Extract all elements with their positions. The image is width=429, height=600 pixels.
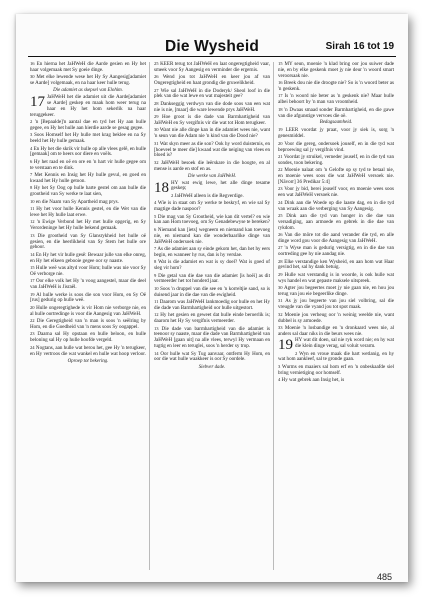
- verse-text: Voordat jy struikel, verneder jouself, en in die tyd van sondes, toon bekering.: [278, 153, 394, 166]
- verse: [154, 312, 270, 325]
- verse: [278, 107, 394, 120]
- verse: [154, 74, 270, 87]
- verse-text: Wend jou tot JaHWeH en keer jou af van Ongeregtigheid en haat grondig die gruwelikheid.: [154, 74, 270, 87]
- verse-text: Dink aan die Woede op die laaste dag, en in die tyd van wraak aan die verberging van Sy Aangesig.: [278, 199, 394, 212]
- verse: [278, 80, 394, 93]
- verse-number: 9: [154, 272, 157, 278]
- verse-text: Soos Homself het Hy hulle met krag beklee en na Sy beeld het Hy hulle gemaak.: [30, 132, 146, 145]
- verse-text: Hulle weë was altyd voor Hom; hulle was nie voor Sy Oë verborge nie.: [30, 265, 146, 277]
- text-column-1: [30, 61, 146, 573]
- verse-number: 29: [154, 114, 159, 120]
- verse-text: 'n [Bepaalde]'n aantal dae en tyd het Hy aan hulle gegee, en Hy het hulle aan hierdie aarde se gesag gegee.: [30, 118, 146, 131]
- verse: [278, 200, 394, 213]
- column-endnote: Siebver dade.: [198, 365, 226, 371]
- verse-text: En hierna het JaHWeH die Aarde gesien en Hy het haar volgemaak met Sy goeie dinge.: [30, 61, 146, 73]
- chapter-number: 17: [30, 94, 45, 110]
- verse: [154, 259, 270, 272]
- verse-text: Wurms en maaiers sal hom erf en 'n onbeskaafde siel bring vernietiging oor homself.: [278, 363, 394, 376]
- verse-text: KEER terug tot JaHWeH en laat ongeregtigheid vaar, smeek voor Sy Aangesig en verminder die ergernis.: [154, 61, 270, 73]
- verse-text: Daarna sal Hy opstaan en hulle beloon, en hulle beloning sal Hy op hulle hoofde vergeld.: [30, 331, 146, 344]
- verse-text: JaHWeH het die adamiet uit die Aarde[adamiet se Aarde] geskep en maak hom weer terug na haar en Hy het hom sekerlik na haar teruggekeer.: [30, 94, 146, 118]
- verse: [154, 114, 270, 127]
- verse-number: 5: [154, 213, 157, 219]
- verse-text: Hy het raad en oë en ore en 'n hart vir hulle gegee om te verstaan en te dink.: [30, 158, 146, 171]
- verse-text: Is 'n woord nie beter as 'n geskenk nie? Maar hulle albei behoort by 'n man van vroomheid.: [278, 93, 394, 106]
- verse: [278, 141, 394, 154]
- verse: [278, 285, 394, 298]
- verse: [30, 265, 146, 278]
- verse: [154, 61, 270, 74]
- verse-number: 16: [278, 80, 283, 86]
- verse-number: 30: [30, 74, 35, 80]
- book-page: [16, 14, 408, 582]
- verse-number: 30: [278, 285, 283, 291]
- verse-text: En Hy het die skrik vir hulle op alle vlees gelê, en hulle [gemaak] om te heers oor diere en voëls.: [30, 145, 146, 158]
- verse-text: En Hy het vir hulle gesê: Bewaar julle van elke onreg, en Hy het elkeen gebooie gegee oor sy naaste.: [30, 251, 146, 264]
- chapter-number: 19: [278, 337, 293, 354]
- verse-number: 15: [30, 265, 35, 271]
- verse: [278, 377, 394, 384]
- verse-text: Van die môre tot die aand verander die tyd, en alle dinge word gou voor die Aangesig van JaHWeH.: [278, 232, 394, 244]
- verse-number: 17: [30, 278, 35, 284]
- verse: [30, 199, 146, 206]
- verse: [278, 272, 394, 285]
- verse-text: Moenie nalaat om 'n Gelofte op sy tyd te betaal nie, en moenie wees soos die wat JaHWeH versoek nie. [Nävorr] 36 Predikar 5:4]: [278, 167, 394, 185]
- verse: [30, 206, 146, 219]
- section-heading: Die werke van JaHWeH.: [187, 173, 237, 179]
- verse-text: Hulle wat verstandig is in woorde, is ook hulle wat wys handel en wat gepaste maksele uitspreek.: [278, 271, 394, 284]
- verse: [278, 351, 394, 364]
- verse: [30, 305, 146, 318]
- verse: [30, 278, 146, 291]
- verse-text: Elke verstandige ken Wysheid, en aan hom wat Haar gevind het, sal hy dank betuig.: [278, 258, 394, 271]
- verse-text: Hy wat gebrek aan Insig het, is: [280, 377, 345, 384]
- verse-text: Breek dou nie die droogte nie? So is 'n woord beter as 'n geskenk.: [278, 80, 394, 92]
- verse: [30, 61, 146, 74]
- verse-number: 6: [154, 226, 157, 232]
- verse: [30, 233, 146, 252]
- verse-number: 25: [154, 61, 159, 66]
- verse-text: Niemand kan [iets] wegneem en niemand kan toevoeg nie, en niemand kan die wonderbaarlike dinge van JaHWeH ondersoek nie.: [154, 226, 270, 245]
- verse: [30, 185, 146, 198]
- verse-number: 8: [154, 259, 157, 265]
- verse-text: Die dade van barmhartigheid van die adamiet is teenoor sy naaste, maar die dade van Barmhartigheid van JaHWeH [gaan uit] na alle vlees, terwyl Hy vermaan en tugtig en leer en teruglei, soos 'n herder sy trop.: [154, 325, 270, 350]
- chapter-start: [278, 337, 394, 354]
- verse: [30, 146, 146, 159]
- verse: [278, 364, 394, 377]
- verse-text: Hy het voor hulle Kennis gestel, en die Wet van die lewe het Hy hulle laat erwe.: [30, 206, 146, 218]
- verse-number: 21: [278, 153, 283, 159]
- verse-text: Die getal van die dae van die adamiet [is hoëi] as dit vermeerder het tot honderd jaar.: [154, 272, 270, 285]
- verse-number: 30: [154, 127, 159, 133]
- verse-number: 16: [30, 61, 35, 66]
- verse-text: As jy jou begeerte van jou siel volbring, sal die vreugde van die vyand jou tot spot maak.: [278, 298, 394, 311]
- verse-text: HY wat ewig lewe, het alle dinge tesame geskep;: [171, 179, 270, 192]
- verse-number: 11: [154, 299, 159, 305]
- verse: [30, 345, 146, 358]
- verse-number: 24: [278, 199, 283, 205]
- verse: [154, 101, 270, 114]
- verse: [278, 298, 394, 311]
- verse-text: 'n Dwaas smaad sonder Barmhartigheid, en die gawe van die afgunstige vervoes die oë.: [278, 106, 394, 119]
- verse-text: Wie is in staat om Sy werke te beskryf, en wie sal Sy magtige dade naspoor?: [154, 200, 270, 213]
- verse: [278, 127, 394, 140]
- page-number: 485: [376, 572, 392, 582]
- verse: [30, 172, 146, 185]
- verse-number: 26: [154, 74, 159, 80]
- verse-text: Met elke lewende wese het Hy Sy Aangesig[adamiet se Aarde] volgemaak, en na haar keer hulle terug.: [30, 74, 146, 87]
- verse-text: Dankseggig verdwyn van die dode soos van een wat nie is nie, [maar] die ware lewende prys JaHWeH.: [154, 100, 270, 113]
- verse: [278, 232, 394, 245]
- verse: [278, 325, 394, 338]
- verse-text: MY seun, moenie 'n klad bring oor jou suiwer dade nie, en by elke geskenk moet jy nie deur 'n woord smart veroorsaak nie.: [278, 61, 394, 79]
- verse: [278, 154, 394, 167]
- verse-text: Agter jou begeertes moet jy nie gaan nie, en hou jou terug van jou eie begeerlike dinge.: [278, 285, 394, 298]
- verse-number: 28: [154, 100, 159, 106]
- verse-text: JaHWeH besoek die leërskare in die hoogte, en al mense is aarde en stof en as.: [154, 159, 270, 172]
- verse-number: 12: [30, 219, 35, 225]
- verse-text: Dink aan die tyd van honger in die dae van versadiging, aan armoede en gebrek in die dae van rykdom.: [278, 212, 394, 231]
- verse-number: 22: [278, 167, 283, 173]
- verse-text: Nogtans, aan hulle wat berou het, gee Hy 'n terugkeer, en Hy vertroos die wat wankel en hulle wat hoop verloor.: [30, 344, 146, 357]
- verse-number: 25: [278, 212, 283, 218]
- verse-number: 26: [278, 232, 283, 238]
- verse-text: LEER voordat jy praat, voor jy siek is, sorg 'n genesmiddel.: [278, 127, 394, 140]
- verse-number: 13: [154, 325, 159, 331]
- verse-number: 27: [154, 87, 159, 93]
- verse-number: 7: [154, 245, 157, 251]
- verse-number: 17: [278, 93, 283, 99]
- column-endnote: Oproep tot bekering.: [67, 359, 109, 365]
- verse-number: 11: [30, 206, 35, 212]
- verse-text: Voor die gereg, ondersoek jouself, en in die tyd wat beproewing sal jy vergifnis vind.: [278, 140, 394, 153]
- verse: [30, 331, 146, 344]
- verse-number: 12: [154, 312, 159, 318]
- verse: [154, 299, 270, 312]
- verse-number: 29: [278, 271, 283, 277]
- verse: [154, 127, 270, 140]
- text-column-2: [154, 61, 270, 573]
- verse-number: 2: [30, 118, 33, 124]
- verse: [154, 227, 270, 246]
- verse: [30, 318, 146, 331]
- verse: [278, 186, 394, 199]
- verse: [278, 213, 394, 232]
- chapter-reference: Sirah 16 tot 19: [325, 41, 394, 52]
- verse-text: Wyn en vroue maak die hart wetlanig, en hy wat hom aankleef, sal te gronde gaan.: [278, 350, 394, 363]
- verse: [154, 246, 270, 259]
- verse-text: Wat is die adamiet en wat is sy doel? Wat is goed of sleg vir hom?: [154, 259, 270, 272]
- verse-number: 19: [30, 291, 35, 297]
- verse: [154, 141, 270, 160]
- verse-number: 23: [30, 331, 35, 337]
- verse: [30, 132, 146, 145]
- verse-text: Die Geregtigheid van 'n man is soos 'n seëlring by Hom, en die Goedheid van 'n mens soos Sy oogappel.: [30, 318, 146, 331]
- verse-number: 28: [278, 258, 283, 264]
- verse-text: Wat skyn meer as die son? Ook hy word duisternis, en [hoeveel te meer die] kwaad wat die neiging van vlees en bloed is?: [154, 140, 270, 159]
- verse-number: 4: [278, 377, 281, 383]
- section-heading: Die adamiet as skepsel van Elohim.: [53, 87, 123, 93]
- text-column-3: [278, 61, 394, 573]
- verse-number: 15: [278, 61, 283, 66]
- section-heading: Bedagsaamheid.: [319, 120, 353, 126]
- verse-text: Al hulle werke is soos die son voor Hom, en Sy Oë [rus] gedurig op hulle weë.: [30, 291, 146, 304]
- verse-number: 32: [154, 159, 159, 165]
- verse-number: 14: [30, 251, 35, 257]
- verse: [154, 326, 270, 350]
- verse-number: 2: [171, 192, 174, 198]
- verse-text: Met Kennis en Insig het Hy hulle gevul, en goed en kwaad het Hy hulle getoon.: [30, 172, 146, 184]
- verse: [154, 200, 270, 213]
- verse-number: 10: [154, 285, 159, 291]
- verse-number: 22: [30, 318, 35, 324]
- verse-text: HY wat dit doen, sal nie ryk word nie; en hy wat die klein dinge verag, sal voluit verarm.: [295, 337, 394, 350]
- verse: [30, 292, 146, 305]
- verse-number: 13: [30, 232, 35, 238]
- verse: [30, 252, 146, 265]
- verse-text: JaHWeH alleen is die Regverdige.: [173, 192, 244, 199]
- verse-number: 33: [278, 325, 283, 331]
- verse: [30, 119, 146, 132]
- verse-number: 3: [30, 132, 33, 138]
- verse-number: 24: [30, 344, 35, 350]
- verse-text: Voor jy bid, berei jouself voor, en moenie wees soos een wat JaHWeH versoek nie.: [278, 186, 394, 199]
- header-rule: [28, 56, 396, 57]
- verse: [278, 312, 394, 325]
- verse-text: Die grootheid van Sy Glansrykheid het hulle oë gesien, en die heerlikheid van Sy Stem het hulle ore gehoor.: [30, 232, 146, 251]
- verse-text: Moenie jou verheug oor 'n weinig weelde nie, want dubbel is sy armoede.: [278, 311, 394, 324]
- verse-text: As die adamiet aan sy einde gekom het, dan het hy eers begin, en wanneer hy rus, dan is hy verslae.: [154, 245, 270, 258]
- verse: [154, 273, 270, 286]
- verse: [30, 159, 146, 172]
- verse-number: 31: [278, 298, 283, 304]
- verse-number: 6: [30, 158, 33, 164]
- verse-text: Die mag van Sy Grootheid, wie kan dit vertel? en wie kan aan Hom toevoeg, om Sy Genadebewyse te bereken?: [154, 213, 270, 226]
- verse-number: 18: [278, 106, 283, 112]
- verse: [30, 219, 146, 232]
- verse-number: 32: [278, 311, 283, 317]
- verse: [278, 259, 394, 272]
- verse-number: 31: [154, 140, 159, 146]
- verse-number: 27: [278, 245, 283, 251]
- verse-number: 23: [278, 186, 283, 192]
- column-divider: [273, 62, 274, 570]
- verse-text: Wie sal JaHWeH in die Doderyk/ Sheol loof in die plek van die wat lewe en wat majesteit gee?: [154, 87, 270, 100]
- verse: [278, 61, 394, 80]
- verse-number: 20: [278, 140, 283, 146]
- verse-text: Hy het Sy Oog op hulle harte gestel om aan hulle die grootheid van Sy werke te laat sien,: [30, 185, 146, 198]
- verse-text: Oor hulle wat Sy Tug aanvaar, ontferm Hy Hom, en oor die wat hulle waakkeer is oor Sy oordele.: [154, 350, 270, 363]
- verse-text: Want nie alle dinge kan in die adamiet wees nie, want 'n seun van die Adam nie 'n kind van die Dood nie?: [154, 127, 270, 140]
- verse-number: 4: [30, 145, 33, 151]
- verse-number: 4: [154, 200, 157, 206]
- verse-number: 3: [278, 363, 281, 369]
- verse: [154, 193, 270, 200]
- verse: [30, 74, 146, 87]
- verse-text: Hulle ongeregtighede is vir Hom nie verborge nie, en al hulle oortredinge is voor die Aangesig van JaHWeH.: [30, 304, 146, 317]
- verse-text: 'n Ewige Verbond het Hy met hulle opgerig, en Sy Verordeninge het Hy hulle bekend gemaak.: [30, 219, 146, 232]
- book-title: Die Wysheid: [164, 38, 260, 55]
- verse-text: Hy het gesien en geweet dat hulle einde beroerlik is; daarom het Hy Sy vergifnis vermeerder.: [154, 312, 270, 325]
- verse: [278, 93, 394, 106]
- verse-number: 19: [278, 127, 283, 133]
- column-divider: [149, 62, 150, 570]
- verse-text: Moenie 'n losbandige en 'n dronkaard wees nie, al anders sal daar niks in die beurs wees nie.: [278, 325, 394, 337]
- verse: [154, 88, 270, 101]
- verse-number: 10: [30, 198, 35, 204]
- verse: [154, 286, 270, 299]
- verse: [154, 351, 270, 364]
- verse-number: 14: [154, 350, 159, 356]
- verse-number: 7: [30, 172, 33, 178]
- verse-text: Hoe groot is die dade van Barmhartigheid van JaHWeH en Sy vergifnis vir die wat tot Hom terugkeer.: [154, 114, 270, 126]
- verse-text: Daarom was JaHWeH lankmoedig oor hulle en het Hy die dade van Barmhartigheid oor hulle uitgestort.: [154, 299, 270, 311]
- verse-number: 2: [295, 350, 298, 356]
- verse-text: 'n Wyse man is gedurig versigtig, en in die dae van oortreding gee hy nie aandag nie.: [278, 245, 394, 258]
- verse: [278, 167, 394, 186]
- chapter-number: 18: [154, 179, 169, 196]
- verse-number: 8: [30, 185, 33, 191]
- verse-number: 20: [30, 304, 35, 310]
- verse: [154, 160, 270, 173]
- verse-text: Oor elke volk het Hy 'n voog aangestel, maar die deel van JaHWeH is Jisraël.: [30, 278, 146, 291]
- chapter-start: [30, 95, 146, 118]
- verse-text: en die Naam van Sy Apartheid mag prys.: [34, 198, 119, 205]
- verse: [278, 245, 394, 258]
- verse: [154, 214, 270, 227]
- verse-text: Soos 'n druppel van die see en 'n korreltjie sand, so is duisend jaar in die dae van die ewigheid.: [154, 285, 270, 298]
